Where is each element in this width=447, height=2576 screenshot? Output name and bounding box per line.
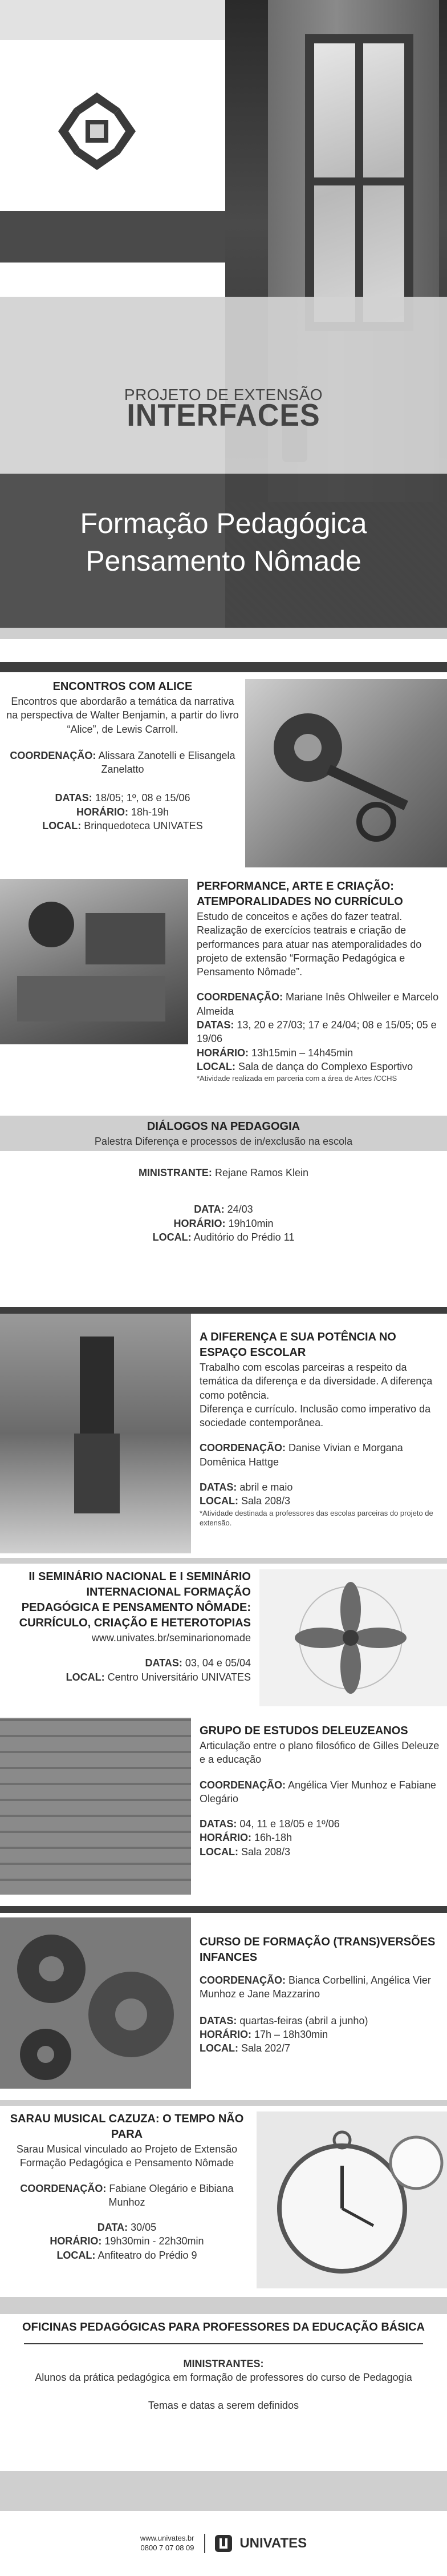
diferenca-dates: DATAS: abril e maio	[200, 1481, 293, 1493]
section-performance	[0, 879, 447, 1119]
oficinas-extra: Temas e datas a serem definidos	[148, 2399, 299, 2411]
hero-kicker: PROJETO DE EXTENSÃO	[124, 386, 323, 403]
performance-description: Estudo de conceitos e ações do fazer teatral. Realização de exercícios teatrais e criação de performances para atuar nas atemporalidades do projeto de extensão “Formação Pedagógica e Pensamento Nômade”.	[197, 911, 422, 978]
deleuze-dates: DATAS: 04, 11 e 18/05 e 1º/06	[200, 1818, 340, 1830]
diferenca-title: A DIFERENÇA E SUA POTÊNCIA NO ESPAÇO ESCOLAR	[200, 1331, 396, 1359]
curso-title: CURSO DE FORMAÇÃO (TRANS)VERSÕES INFANCES	[200, 1936, 436, 1964]
section-oficinas	[0, 2297, 447, 2468]
hero-band	[0, 0, 225, 40]
footer-phone: 0800 7 07 08 09	[140, 2543, 194, 2552]
sarau-coordination: COORDENAÇÃO: Fabiane Olegário e Bibiana Munhoz	[20, 2182, 234, 2208]
sarau-date: DATA: 30/05	[97, 2222, 157, 2234]
hero-subtitle: Pensamento Nômade	[86, 545, 361, 577]
section-dialogos	[0, 1116, 447, 1304]
performance-photo	[0, 879, 188, 1044]
curso-location: LOCAL: Sala 202/7	[200, 2042, 291, 2054]
section-deleuze	[0, 1712, 447, 1900]
spiral-image	[259, 1569, 447, 1706]
sarau-location: LOCAL: Anfiteatro do Prédio 9	[56, 2249, 197, 2261]
performance-dates: DATAS: 13, 20 e 27/03; 17 e 24/04; 08 e 15/05; 05 e 19/06	[197, 1019, 437, 1045]
diferenca-coordination: COORDENAÇÃO: Danise Vivian e Morgana Domênica Hattge	[200, 1442, 403, 1468]
performance-note: *Atividade realizada em parceria com a área de Artes /CCHS	[197, 1074, 397, 1083]
deleuze-time: HORÁRIO: 16h-18h	[200, 1832, 292, 1844]
hero-subtitle: Formação Pedagógica	[80, 507, 367, 539]
dialogos-subtitle: Palestra Diferença e processos de in/exclusão na escola	[94, 1136, 353, 1147]
alice-coordination: COORDENAÇÃO: Alissara Zanotelli e Elisangela Zanelatto	[10, 749, 235, 776]
sarau-time: HORÁRIO: 19h30min - 22h30min	[50, 2235, 204, 2247]
oficinas-ministrantes: Alunos da prática pedagógica em formação de professores do curso de Pedagogia	[35, 2372, 412, 2384]
deleuze-coordination: COORDENAÇÃO: Angélica Vier Munhoz e Fabiane Olegário	[200, 1779, 436, 1804]
oficinas-title: OFICINAS PEDAGÓGICAS PARA PROFESSORES DA EDUCAÇÃO BÁSICA	[22, 2321, 425, 2333]
section-sarau	[0, 2100, 447, 2288]
seminario-title: II SEMINÁRIO NACIONAL E I SEMINÁRIO INTERNACIONAL FORMAÇÃO PEDAGÓGICA E PENSAMENTO NÔMADE: CURRÍCULO, CRIAÇÃO E HETEROTOPIAS	[19, 1570, 251, 1629]
section-seminario	[0, 1558, 447, 1712]
door-window-image	[305, 34, 413, 331]
performance-location: LOCAL: Sala de dança do Complexo Esportivo	[197, 1060, 413, 1072]
diferenca-description: Trabalho com escolas parceiras a respeito da temática da diferença e da diversidade. A diferença como potência.	[200, 1362, 433, 1401]
hero-band	[0, 628, 447, 639]
alice-dates: DATAS: 18/05; 1º, 08 e 15/06	[55, 792, 190, 804]
dialogos-time: HORÁRIO: 19h10min	[173, 1217, 274, 1229]
key-image	[245, 679, 447, 867]
sarau-description: Sarau Musical vinculado ao Projeto de Extensão Formação Pedagógica e Pensamento Nômade	[16, 2143, 238, 2169]
performance-time: HORÁRIO: 13h15min – 14h45min	[197, 1047, 353, 1059]
footer-url[interactable]: www.univates.br	[140, 2534, 194, 2543]
seminario-location: LOCAL: Centro Universitário UNIVATES	[66, 1671, 251, 1683]
hero-band	[0, 297, 447, 474]
interfaces-logo-icon	[57, 91, 137, 171]
key-icon	[245, 679, 447, 867]
footer	[0, 2471, 447, 2576]
child-photo	[0, 1314, 191, 1553]
dialogos-location: LOCAL: Auditório do Prédio 11	[152, 1231, 295, 1243]
deleuze-location: LOCAL: Sala 208/3	[200, 1846, 291, 1858]
seminario-dates: DATAS: 03, 04 e 05/04	[145, 1657, 251, 1669]
gears-photo	[0, 1917, 191, 2089]
spiral-icon	[259, 1569, 447, 1706]
oficinas-label: MINISTRANTES:	[183, 2358, 264, 2369]
hero-band	[0, 263, 225, 297]
dialogos-speaker: MINISTRANTE: Rejane Ramos Klein	[138, 1167, 309, 1178]
gears-icon	[0, 1917, 191, 2089]
dialogos-date: DATA: 24/03	[194, 1204, 253, 1216]
univates-logo-icon	[214, 2534, 233, 2553]
alice-time: HORÁRIO: 18h-19h	[76, 806, 169, 818]
performance-title: PERFORMANCE, ARTE E CRIAÇÃO: ATEMPORALIDADES NO CURRÍCULO	[197, 880, 403, 908]
section-curso	[0, 1906, 447, 2094]
dialogos-header	[0, 1116, 447, 1151]
dialogos-title: DIÁLOGOS NA PEDAGOGIA	[147, 1120, 300, 1133]
hero-band	[0, 211, 225, 263]
deleuze-description: Articulação entre o plano filosófico de Gilles Deleuze e a educação	[200, 1740, 440, 1766]
curso-coordination: COORDENAÇÃO: Bianca Corbellini, Angélica Vier Munhoz e Jane Mazzarino	[200, 1975, 431, 2000]
curso-time: HORÁRIO: 17h – 18h30min	[200, 2028, 328, 2040]
alice-description: Encontros que abordarão a temática da narrativa na perspectiva de Walter Benjamin, a partir do livro “Alice”, de Lewis Carroll.	[6, 696, 239, 735]
seminario-url: www.univates.br/seminarionomade	[91, 1632, 251, 1644]
clock-icon	[257, 2111, 447, 2288]
clocks-photo	[257, 2111, 447, 2288]
hero-banner	[0, 0, 447, 639]
deleuze-title: GRUPO DE ESTUDOS DELEUZEANOS	[200, 1725, 408, 1737]
diferenca-note: *Atividade destinada a professores das escolas parceiras do projeto de extensão.	[200, 1508, 433, 1528]
alice-location: LOCAL: Brinquedoteca UNIVATES	[42, 820, 203, 832]
alice-title: ENCONTROS COM ALICE	[52, 680, 193, 693]
diferenca-description-2: Diferença e currículo. Inclusão como imperativo da sociedade contemporânea.	[200, 1403, 431, 1429]
sarau-title: SARAU MUSICAL CAZUZA: O TEMPO NÃO PARA	[10, 2113, 244, 2141]
section-diferenca	[0, 1307, 447, 1558]
footer-brand: UNIVATES	[239, 2535, 307, 2551]
wall-photo	[0, 1718, 191, 1895]
section-alice	[0, 662, 447, 879]
diferenca-location: LOCAL: Sala 208/3	[200, 1495, 291, 1507]
performance-coordination: COORDENAÇÃO: Mariane Inês Ohlweiler e Marcelo Almeida	[197, 991, 439, 1017]
hero-title: INTERFACES	[127, 398, 320, 433]
curso-dates: DATAS: quartas-feiras (abril a junho)	[200, 2014, 368, 2026]
